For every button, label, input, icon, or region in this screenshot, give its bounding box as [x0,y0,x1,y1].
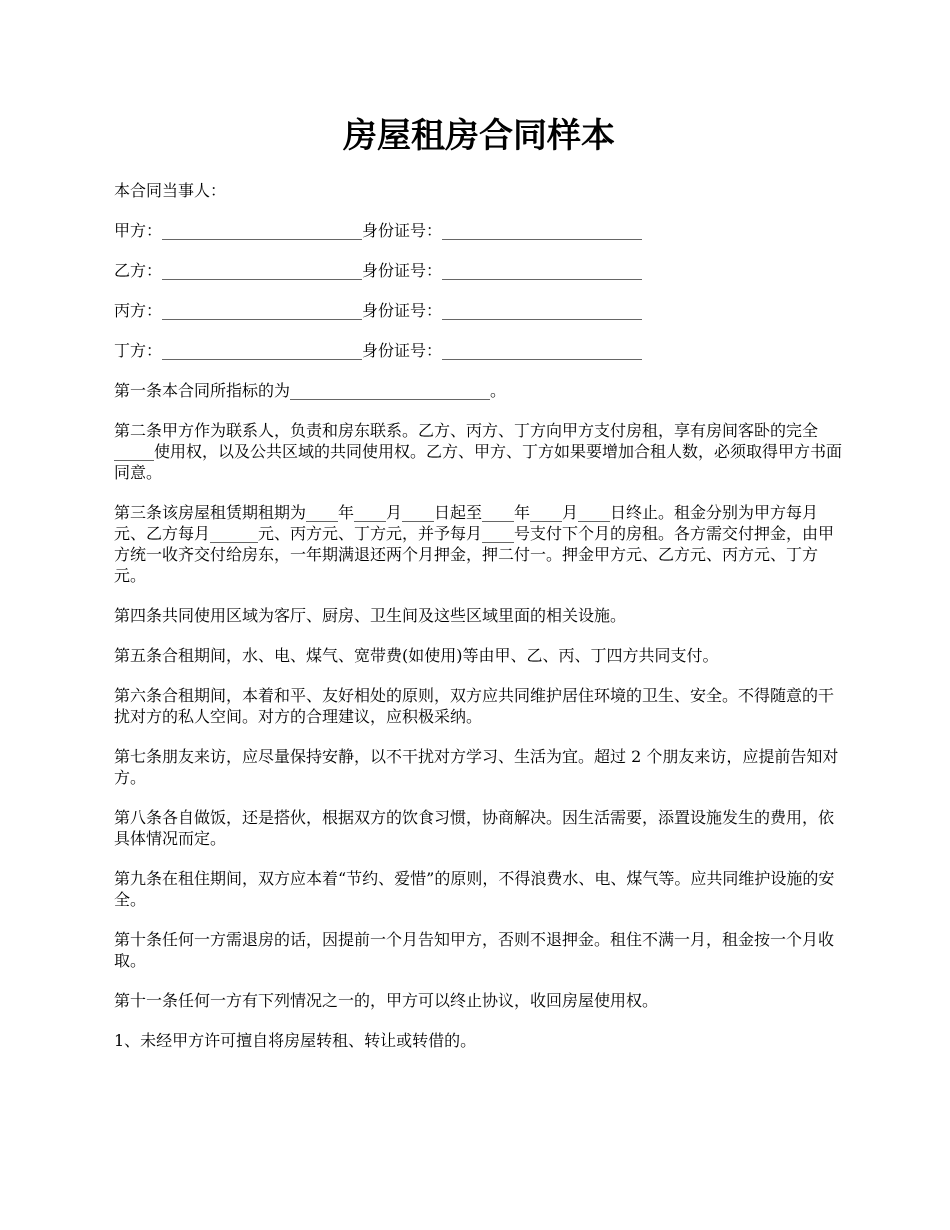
clause-6: 第六条合租期间，本着和平、友好相处的原则，双方应共同维护居住环境的卫生、安全。不得随意的干扰对方的私人空间。对方的合理建议，应积极采纳。 [114,686,835,726]
party-line-jia: 甲方：_________________________身份证号：_________________________ [114,221,643,240]
clause-11-item-1: 1、未经甲方许可擅自将房屋转租、转让或转借的。 [114,1031,477,1050]
clause-2: 第二条甲方作为联系人，负责和房东联系。乙方、丙方、丁方向甲方支付房租，享有房间客卧的完全_____使用权，以及公共区域的共同使用权。乙方、甲方、丁方如果要增加合租人数，必须取得甲方书面同意。 [114,421,843,482]
clause-5: 第五条合租期间，水、电、煤气、宽带费(如使用)等由甲、乙、丙、丁四方共同支付。 [114,646,719,665]
clause-4: 第四条共同使用区域为客厅、厨房、卫生间及这些区域里面的相关设施。 [114,606,627,625]
party-line-ding: 丁方：_________________________身份证号：_________________________ [114,341,643,360]
clause-7: 第七条朋友来访，应尽量保持安静，以不干扰对方学习、生活为宜。超过 2 个朋友来访，应提前告知对方。 [114,747,839,787]
clause-3: 第三条该房屋租赁期租期为____年____月____日起至____年____月____日终止。租金分别为甲方每月元、乙方每月______元、丙方元、丁方元，并予每月____号支付下个月的房租。各方需交付押金，由甲方统一收齐交付给房东，一年期满退还两个月押金，押二付一。押金甲方元、乙方元、丙方元、丁方元。 [114,503,835,585]
party-line-yi: 乙方：_________________________身份证号：_________________________ [114,261,643,280]
clause-10: 第十条任何一方需退房的话，因提前一个月告知甲方，否则不退押金。租住不满一月，租金按一个月收取。 [114,930,835,970]
clause-1: 第一条本合同所指标的为_________________________。 [114,381,507,400]
clause-8: 第八条各自做饭，还是搭伙，根据双方的饮食习惯，协商解决。因生活需要，添置设施发生的费用，依具体情况而定。 [114,808,835,848]
document-title: 房屋租房合同样本 [343,116,615,156]
clause-9: 第九条在租住期间，双方应本着“节约、爱惜”的原则，不得浪费水、电、煤气等。应共同维护设施的安全。 [114,869,835,909]
clause-11: 第十一条任何一方有下列情况之一的，甲方可以终止协议，收回房屋使用权。 [114,991,659,1010]
document-body [114,180,844,1070]
parties-intro: 本合同当事人： [114,181,227,200]
party-line-bing: 丙方：_________________________身份证号：_________________________ [114,301,643,320]
